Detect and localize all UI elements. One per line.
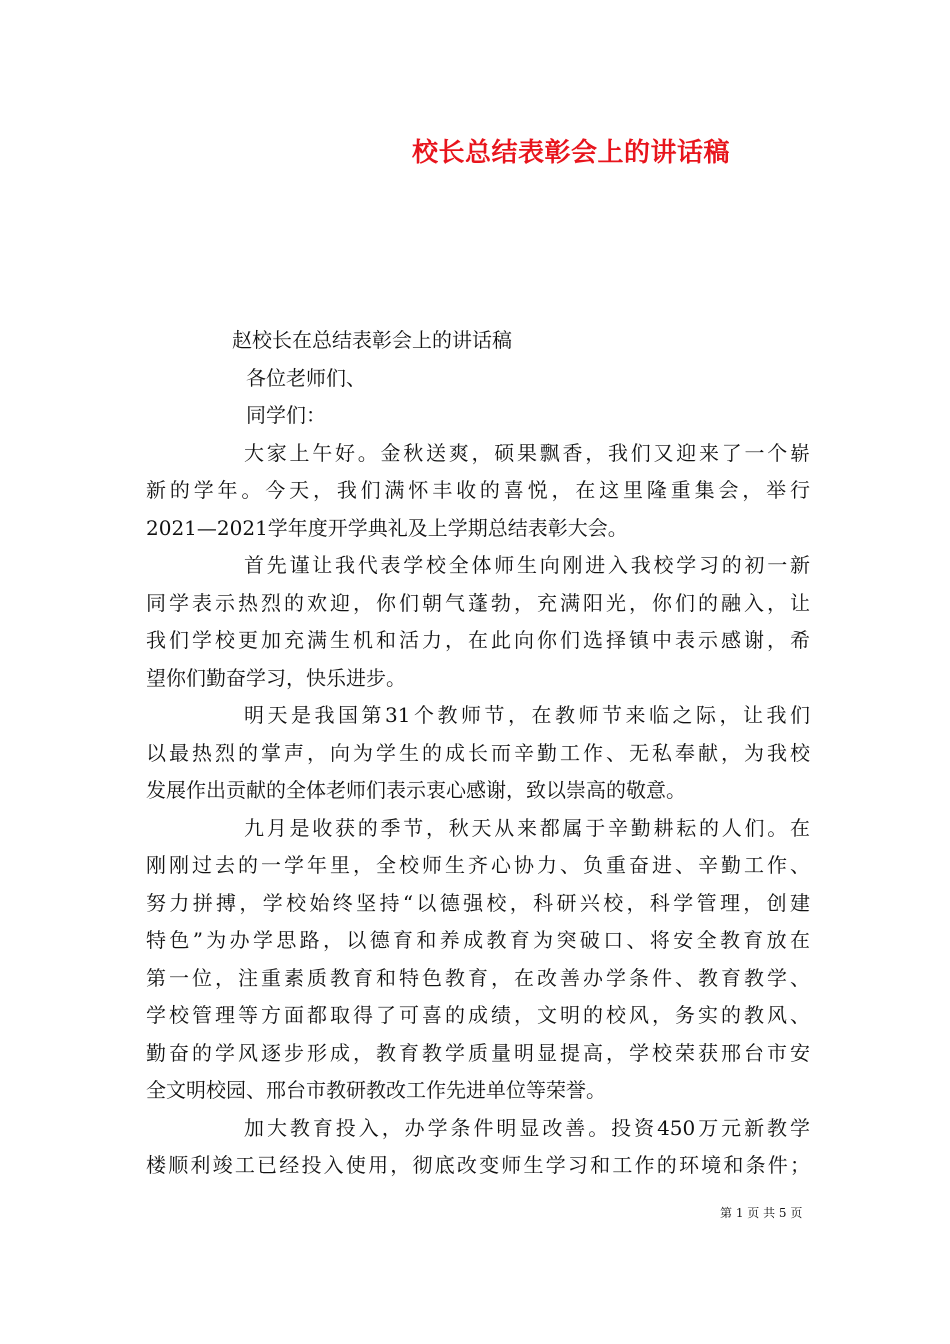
body-line: 九月是收获的季节，秋天从来都属于辛勤耕耘的人们。在 xyxy=(244,815,810,840)
body-line: 2021—2021学年度开学典礼及上学期总结表彰大会。 xyxy=(146,515,628,540)
body-line: 第一位，注重素质教育和特色教育，在改善办学条件、教育教学、 xyxy=(146,965,810,990)
body-line: 全文明校园、邢台市教研教改工作先进单位等荣誉。 xyxy=(146,1078,606,1102)
body-line: 新的学年。今天，我们满怀丰收的喜悦，在这里隆重集会，举行 xyxy=(146,478,810,502)
document-body xyxy=(146,322,810,1185)
body-line: 望你们勤奋学习，快乐进步。 xyxy=(146,665,406,690)
body-line: 大家上午好。金秋送爽，硕果飘香，我们又迎来了一个崭 xyxy=(244,440,810,465)
document-title: 校长总结表彰会上的讲话稿 xyxy=(412,138,731,168)
body-line: 学校管理等方面都取得了可喜的成绩，文明的校风，务实的教风、 xyxy=(146,1003,810,1027)
body-line: 发展作出贡献的全体老师们表示衷心感谢，致以崇高的敬意。 xyxy=(146,778,686,802)
body-line: 特色”为办学思路，以德育和养成教育为突破口、将安全教育放在 xyxy=(146,928,810,952)
page-number: 第 1 页 共 5 页 xyxy=(720,1206,803,1220)
body-line: 各位老师们、 xyxy=(246,365,366,390)
body-line: 明天是我国第31个教师节，在教师节来临之际，让我们 xyxy=(244,703,810,727)
body-line: 楼顺利竣工已经投入使用，彻底改变师生学习和工作的环境和条件； xyxy=(146,1153,810,1177)
body-line: 首先谨让我代表学校全体师生向刚进入我校学习的初一新 xyxy=(244,553,810,577)
body-line: 同学表示热烈的欢迎，你们朝气蓬勃，充满阳光，你们的融入，让 xyxy=(146,590,810,615)
body-line: 努力拼搏，学校始终坚持“以德强校，科研兴校，科学管理，创建 xyxy=(146,890,810,915)
body-line: 刚刚过去的一学年里，全校师生齐心协力、负重奋进、辛勤工作、 xyxy=(146,853,810,877)
body-line: 以最热烈的掌声，向为学生的成长而辛勤工作、无私奉献，为我校 xyxy=(146,740,810,765)
body-line: 勤奋的学风逐步形成，教育教学质量明显提高，学校荣获邢台市安 xyxy=(146,1040,810,1065)
body-line: 赵校长在总结表彰会上的讲话稿 xyxy=(232,328,512,352)
body-line: 同学们： xyxy=(246,403,326,427)
body-line: 我们学校更加充满生机和活力，在此向你们选择镇中表示感谢，希 xyxy=(146,628,810,652)
body-line: 加大教育投入，办学条件明显改善。投资450万元新教学 xyxy=(244,1115,810,1140)
